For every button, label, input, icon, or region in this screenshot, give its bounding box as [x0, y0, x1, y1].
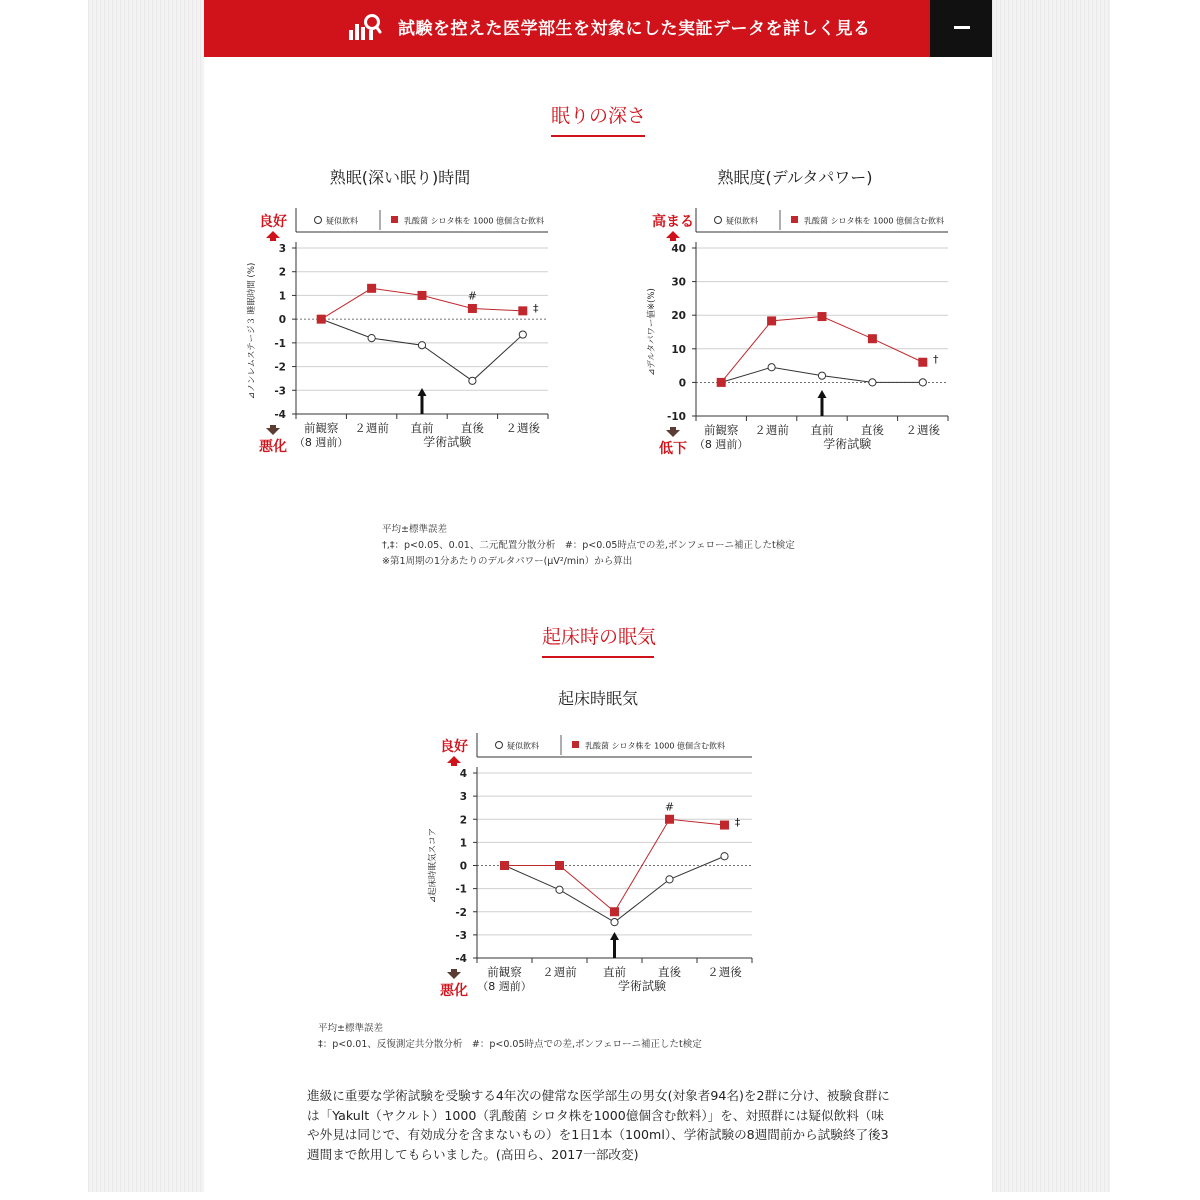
y-tick-label: 0 [678, 377, 686, 390]
x-axis-label: 学術試験 [823, 437, 872, 451]
exam-arrow [613, 938, 616, 958]
y-tick-label: -1 [274, 337, 286, 350]
exam-arrow-head [610, 932, 619, 940]
y-tick-label: -3 [274, 385, 286, 398]
significance-mark: † [933, 353, 939, 367]
data-point-probiotic [717, 378, 726, 387]
data-point-probiotic [767, 316, 776, 325]
note-line: 平均±標準誤差 [318, 1023, 383, 1034]
x-tick-sublabel: （8 週前） [477, 980, 532, 993]
data-point-placebo [919, 379, 926, 386]
section-title-wakeup-sleepiness: 起床時の眠気 [542, 622, 654, 658]
note-line: †,‡：p<0.05、0.01、二元配置分散分析 #：p<0.05時点での差,ボンフェローニ補正したt検定 [382, 540, 795, 551]
y-tick-label: 3 [278, 243, 286, 255]
data-point-probiotic [418, 291, 427, 300]
note-line: ※第1周期の1分あたりのデルタパワー(μV²/min）から算出 [382, 556, 633, 567]
x-tick-sublabel: （8 週前） [293, 436, 349, 449]
exam-arrow [821, 396, 824, 416]
y-tick-label: 2 [459, 814, 467, 827]
y-tick-label: 4 [459, 768, 467, 780]
x-tick-label: 前観察 [487, 965, 522, 979]
data-point-placebo [368, 335, 375, 342]
x-tick-label: 直後 [658, 965, 681, 979]
series-line-placebo [321, 319, 523, 381]
x-tick-label: ２週後 [905, 423, 941, 437]
bar-chart-search-icon [348, 10, 382, 44]
data-point-placebo [611, 919, 618, 926]
legend-marker-probiotic [391, 216, 398, 223]
data-point-probiotic [317, 315, 326, 324]
x-tick-label: ２週前 [354, 421, 389, 435]
data-point-probiotic [918, 358, 927, 367]
data-point-placebo [469, 377, 476, 384]
arrow-up-icon [447, 756, 461, 766]
chart-title-delta-power: 熟眠度(デルタパワー) [717, 168, 873, 187]
data-point-placebo [418, 342, 425, 349]
x-tick-label: 直後 [460, 421, 484, 435]
arrow-down-icon [266, 425, 280, 435]
y-tick-label: 0 [459, 860, 467, 873]
exam-arrow-head [418, 388, 427, 396]
y-tick-label: -1 [455, 883, 467, 896]
chart-title-deep-sleep: 熟眠(深い眠り)時間 [329, 168, 471, 187]
label-top: 良好 [440, 739, 468, 755]
data-point-placebo [556, 886, 563, 893]
legend-label-probiotic: 乳酸菌 シロタ株を 1000 億個含む飲料 [804, 216, 944, 226]
significance-mark: ‡ [533, 301, 539, 315]
data-point-probiotic [720, 821, 729, 830]
data-point-probiotic [500, 861, 509, 870]
y-tick-label: 10 [671, 343, 686, 356]
y-tick-label: 2 [278, 266, 286, 279]
y-axis-label: ⊿ノンレムステージ３ 睡眠時間 (%) [247, 262, 257, 400]
y-tick-label: 40 [671, 243, 686, 255]
arrow-up-icon [266, 231, 280, 241]
legend-label-placebo: 疑似飲料 [507, 741, 539, 751]
y-tick-label: -2 [455, 906, 467, 919]
y-tick-label: 30 [671, 276, 686, 289]
y-tick-label: -10 [667, 411, 686, 423]
legend-marker-placebo [315, 217, 322, 224]
x-tick-label: 直前 [603, 965, 626, 979]
x-tick-label: ２週後 [707, 965, 742, 979]
y-tick-label: -4 [274, 409, 286, 421]
x-tick-label: ２週前 [542, 965, 577, 979]
legend-label-placebo: 疑似飲料 [326, 216, 358, 226]
data-point-probiotic [610, 907, 619, 916]
data-point-placebo [721, 853, 728, 860]
note-line: 平均±標準誤差 [382, 524, 447, 535]
y-tick-label: 3 [459, 791, 467, 804]
chart-wakeup-sleepiness [428, 725, 770, 1005]
x-tick-label: 直後 [860, 423, 884, 437]
data-point-probiotic [367, 284, 376, 293]
legend-marker-placebo [496, 742, 503, 749]
arrow-up-icon [666, 231, 680, 241]
label-top: 良好 [259, 214, 287, 230]
banner-title: 試験を控えた医学部生を対象にした実証データを詳しく見る [398, 19, 871, 39]
significance-mark: # [467, 289, 478, 303]
exam-arrow-head [818, 390, 827, 398]
data-point-placebo [768, 364, 775, 371]
arrow-down-icon [447, 969, 461, 979]
data-point-placebo [519, 331, 526, 338]
label-top: 高まる [652, 214, 694, 230]
data-point-placebo [818, 372, 825, 379]
data-point-probiotic [468, 304, 477, 313]
chart-title-wakeup-sleepiness: 起床時眠気 [557, 689, 638, 708]
legend-label-probiotic: 乳酸菌 シロタ株を 1000 億個含む飲料 [585, 741, 725, 751]
data-point-probiotic [518, 306, 527, 315]
section-title-sleep-depth: 眠りの深さ [551, 101, 645, 137]
legend-marker-probiotic [791, 216, 798, 223]
y-tick-label: 20 [671, 310, 686, 323]
arrow-down-icon [666, 427, 680, 437]
x-tick-label: ２週後 [505, 421, 541, 435]
exam-arrow [421, 394, 424, 414]
data-point-probiotic [868, 334, 877, 343]
legend-marker-placebo [715, 217, 722, 224]
notes-sleep-depth [382, 522, 795, 570]
x-tick-label: 前観察 [703, 423, 739, 437]
y-tick-label: -3 [455, 929, 467, 942]
y-tick-label: 1 [459, 837, 467, 850]
legend-label-placebo: 疑似飲料 [726, 216, 758, 226]
chart-delta-power [640, 200, 970, 470]
x-tick-label: 直前 [810, 423, 834, 437]
collapse-button[interactable] [930, 0, 992, 57]
notes-wakeup-sleepiness [318, 1021, 702, 1053]
legend-label-probiotic: 乳酸菌 シロタ株を 1000 億個含む飲料 [404, 216, 544, 226]
y-axis-label: ⊿起床時眠気スコア [428, 827, 438, 904]
x-axis-label: 学術試験 [423, 435, 472, 449]
data-point-placebo [666, 876, 673, 883]
data-point-probiotic [555, 861, 564, 870]
chart-deep-sleep-time [240, 200, 570, 470]
significance-mark: # [664, 800, 675, 814]
y-tick-label: 0 [278, 314, 286, 327]
significance-mark: ‡ [734, 816, 741, 830]
x-tick-label: ２週前 [754, 423, 789, 437]
study-description: 進級に重要な学術試験を受験する4年次の健常な医学部生の男女(対象者94名)を2群に分け、被験食群には「Yakult（ヤクルト）1000（乳酸菌 シロタ株を1000億個含む飲料）」を、対照群には疑似飲料（味や外見は同じで、有効成分を含まないもの）を1日1本（100ml）、学術試験の8週間前から試験終了後3週間まで飲用してもらいました。(高田ら、2017一部改変) [307, 1088, 890, 1162]
y-tick-label: -2 [274, 361, 286, 374]
x-tick-label: 前観察 [303, 421, 339, 435]
minus-icon [954, 26, 970, 29]
label-bottom: 悪化 [259, 439, 287, 455]
x-tick-sublabel: （8 週前） [693, 438, 749, 451]
toggle-study-data-banner[interactable] [204, 0, 992, 57]
x-axis-label: 学術試験 [617, 979, 667, 993]
y-tick-label: 1 [278, 290, 286, 303]
legend-marker-probiotic [572, 741, 579, 748]
y-tick-label: -4 [455, 953, 467, 965]
data-point-placebo [869, 379, 876, 386]
data-point-probiotic [665, 815, 674, 824]
y-axis-label: ⊿デルタパワー値※(%) [647, 288, 657, 376]
note-line: ‡：p<0.01、反復測定共分散分析 #：p<0.05時点での差,ボンフェローニ補正したt検定 [318, 1039, 702, 1050]
x-tick-label: 直前 [410, 421, 434, 435]
data-point-probiotic [818, 312, 827, 321]
label-bottom: 悪化 [440, 983, 468, 999]
label-bottom: 低下 [659, 441, 687, 457]
